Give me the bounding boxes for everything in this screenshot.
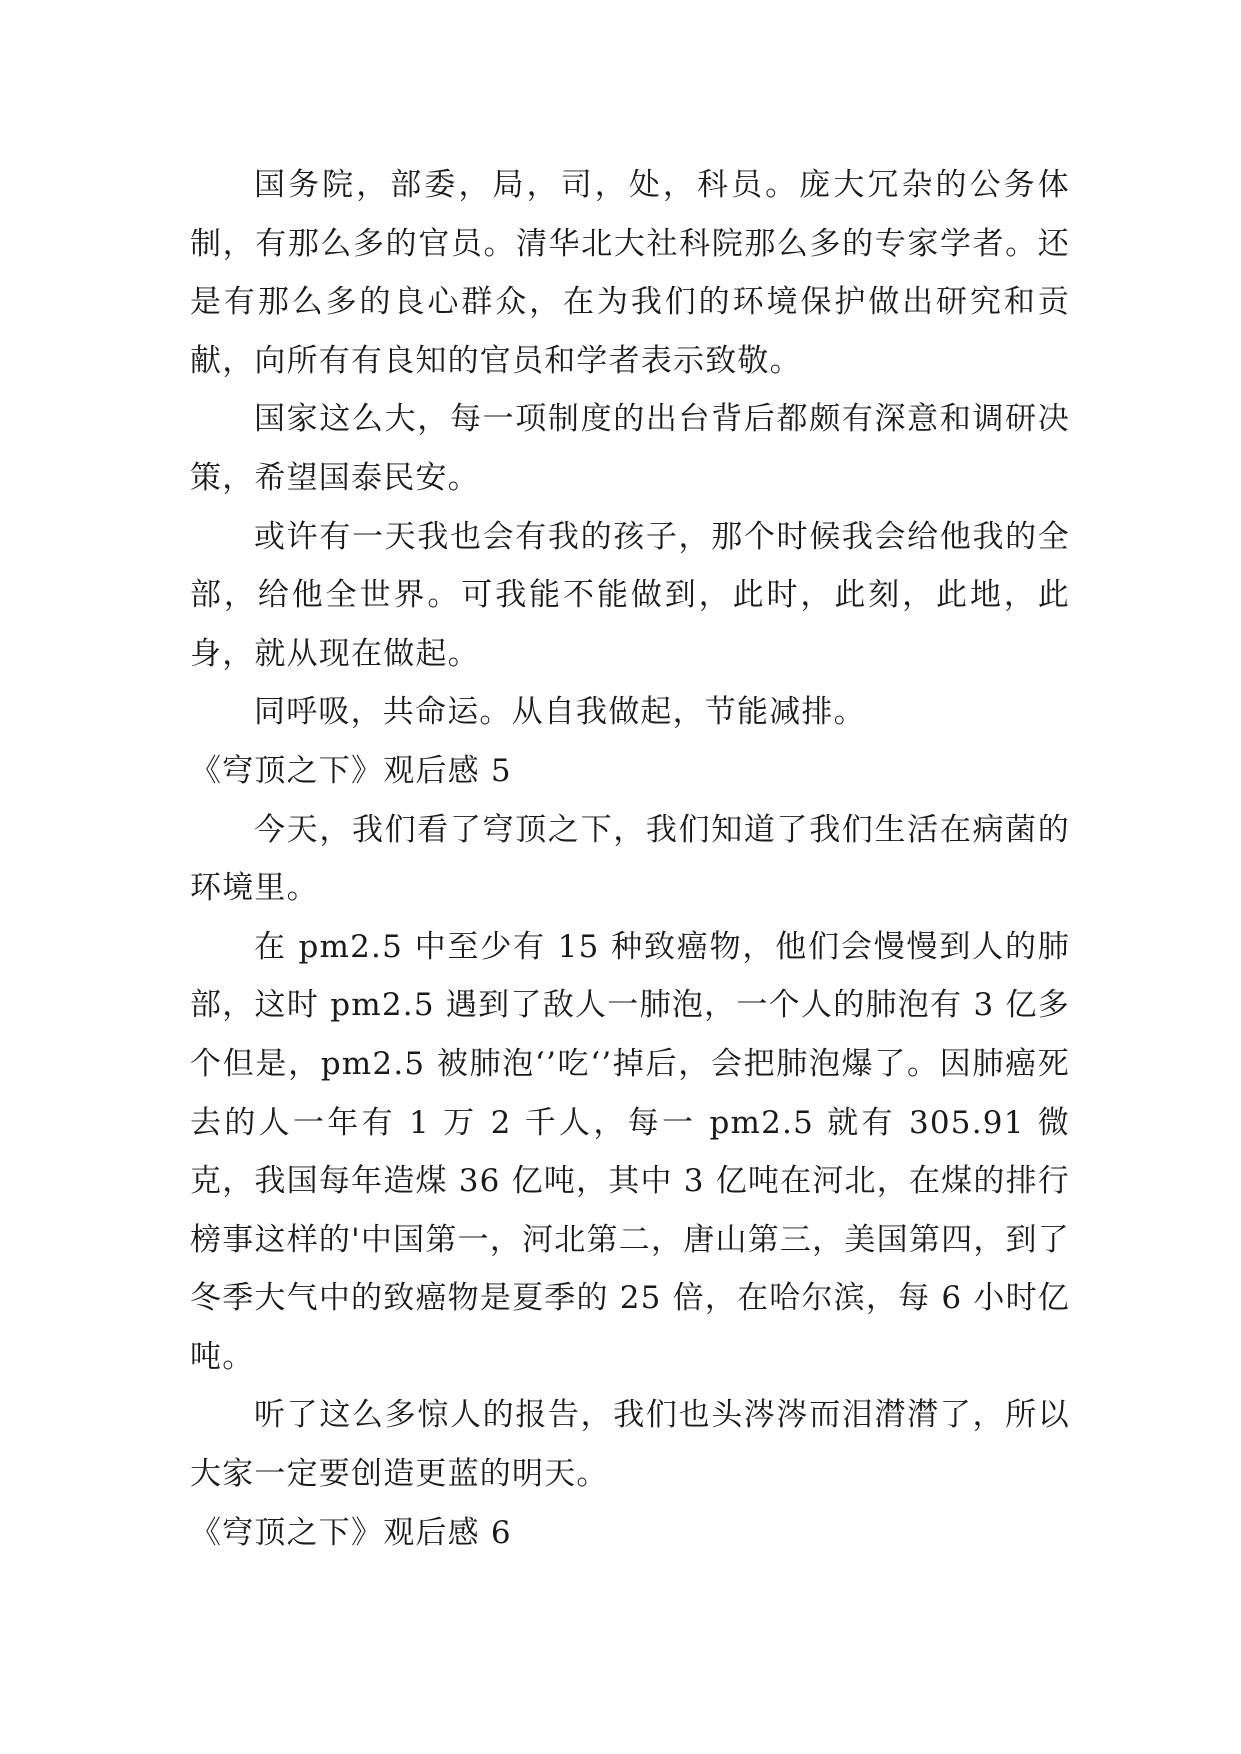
section-heading-5: 《穹顶之下》观后感 5 (190, 752, 512, 789)
paragraph-country: 国家这么大，每一项制度的出台背后都颇有深意和调研决策，希望国泰民安。 (190, 401, 1070, 496)
paragraph-children: 或许有一天我也会有我的孩子，那个时候我会给他我的全部，给他全世界。可我能不能做到，此时，此刻，此地，此身，就从现在做起。 (190, 518, 1070, 672)
section-heading-6: 《穹顶之下》观后感 6 (190, 1514, 512, 1551)
paragraph-today: 今天，我们看了穹顶之下，我们知道了我们生活在病菌的环境里。 (190, 811, 1070, 907)
paragraph-slogan: 同呼吸，共命运。从自我做起，节能减排。 (254, 694, 866, 731)
paragraph-pm25: 在 pm2.5 中至少有 15 种致癌物，他们会慢慢到人的肺部，这时 pm2.5 遇到了敌人一肺泡，一个人的肺泡有 3 亿多个但是，pm2.5 被肺泡‘’吃‘’掉后，会把肺泡爆了。因肺癌死去的人一年有 1 万 2 千人，每一 pm2.5 就有 305.91 微克，我国每年造煤 36 亿吨，其中 3 亿吨在河北，在煤的排行榜事这样的'中国第一，河北第二，唐山第三，美国第四，到了冬季大气中的致癌物是夏季的 25 倍，在哈尔滨，每 6 小时亿吨。 (190, 928, 1070, 1375)
document-body (190, 156, 1070, 1562)
paragraph-conclusion: 听了这么多惊人的报告，我们也头涔涔而泪潸潸了，所以大家一定要创造更蓝的明天。 (190, 1397, 1070, 1493)
paragraph-officials: 国务院，部委，局，司，处，科员。庞大冗杂的公务体制，有那么多的官员。清华北大社科院那么多的专家学者。还是有那么多的良心群众，在为我们的环境保护做出研究和贡献，向所有有良知的官员和学者表示致敬。 (190, 167, 1070, 379)
